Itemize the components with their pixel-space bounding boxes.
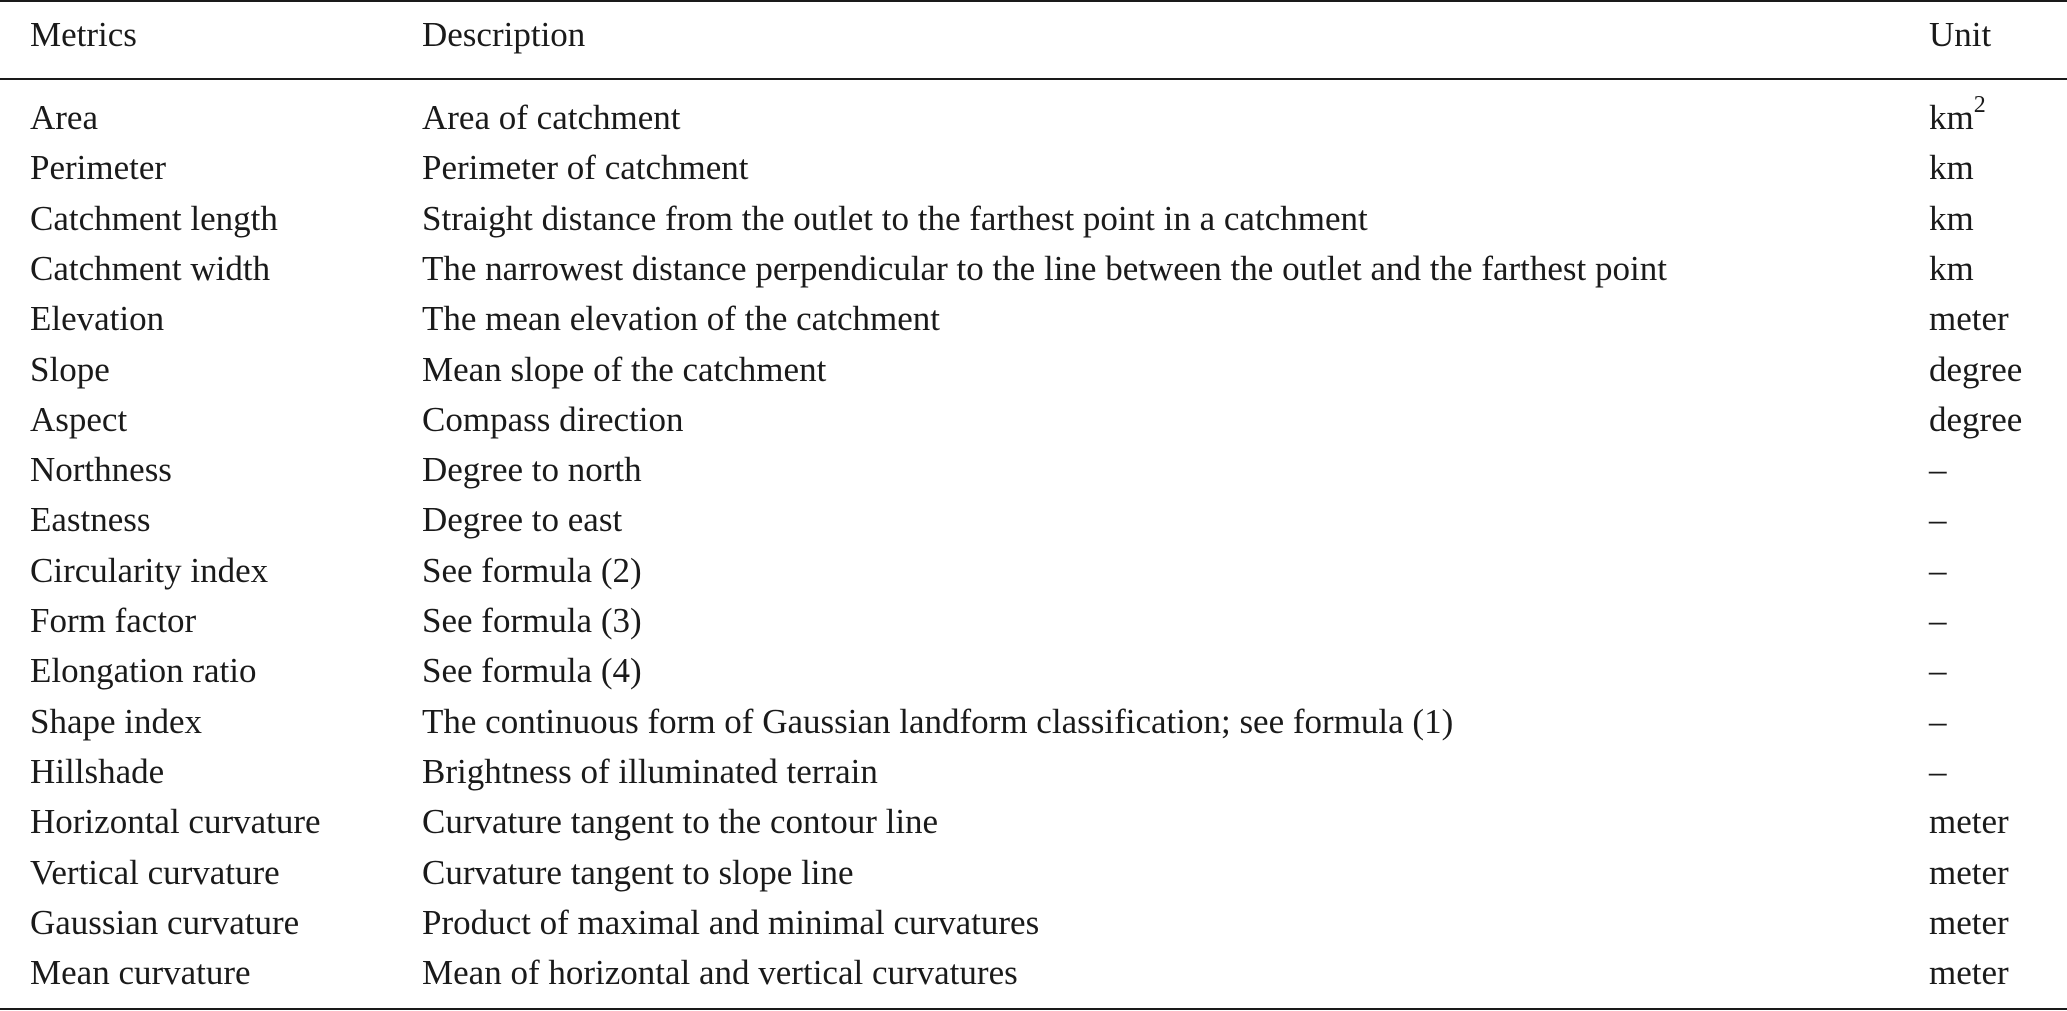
table-row [0, 948, 2067, 998]
cell-description: Compass direction [422, 399, 684, 439]
cell-unit [1929, 395, 2022, 445]
cell-metric: Shape index [30, 701, 203, 741]
cell-unit-text: – [1929, 651, 1947, 691]
cell-metric: Catchment length [30, 198, 278, 238]
table-row [0, 93, 2067, 143]
cell-unit [1929, 194, 1974, 244]
cell-unit [1929, 747, 1947, 797]
table-row [0, 898, 2067, 948]
cell-unit [1929, 797, 2009, 847]
cell-description: Straight distance from the outlet to the farthest point in a catchment [422, 198, 1368, 238]
cell-unit [1929, 345, 2022, 395]
cell-unit-text: – [1929, 450, 1947, 490]
cell-description: Brightness of illuminated terrain [422, 751, 878, 791]
cell-metric: Horizontal curvature [30, 802, 321, 842]
cell-metric: Eastness [30, 500, 151, 540]
cell-unit-text: meter [1929, 299, 2009, 339]
table-row [0, 395, 2067, 445]
cell-description: See formula (4) [422, 651, 642, 691]
cell-unit [1929, 697, 1947, 747]
cell-metric: Vertical curvature [30, 852, 280, 892]
cell-metric: Hillshade [30, 751, 165, 791]
table-row [0, 596, 2067, 646]
cell-unit-text: – [1929, 701, 1947, 741]
cell-unit-text: degree [1929, 349, 2023, 389]
cell-description: Mean slope of the catchment [422, 349, 827, 389]
header-unit: Unit [1929, 15, 1992, 54]
cell-unit [1929, 445, 1947, 495]
cell-unit-text: – [1929, 751, 1947, 791]
cell-unit [1929, 646, 1947, 696]
cell-unit [1929, 143, 1974, 193]
cell-unit-text: meter [1929, 902, 2009, 942]
cell-metric: Area [30, 98, 99, 137]
header-metrics: Metrics [30, 15, 137, 54]
cell-unit-text: – [1929, 500, 1947, 540]
cell-unit-superscript: 2 [1973, 92, 1986, 119]
table-top-rule [0, 0, 2067, 2]
table-row [0, 646, 2067, 696]
cell-description: Mean of horizontal and vertical curvatures [422, 953, 1018, 993]
cell-unit [1929, 948, 2009, 998]
cell-unit-text: meter [1929, 852, 2009, 892]
cell-unit-text: km [1929, 98, 1974, 137]
cell-unit [1929, 596, 1947, 646]
cell-unit [1929, 546, 1947, 596]
table-row [0, 294, 2067, 344]
cell-description: The narrowest distance perpendicular to the line between the outlet and the farthest point [422, 248, 1667, 288]
table-row [0, 495, 2067, 545]
cell-description: Degree to north [422, 450, 642, 490]
table-row [0, 797, 2067, 847]
cell-metric: Slope [30, 349, 110, 389]
cell-description: Degree to east [422, 500, 623, 540]
table-row [0, 747, 2067, 797]
cell-metric: Elevation [30, 299, 165, 339]
cell-description: See formula (2) [422, 550, 642, 590]
table-bottom-rule [0, 1008, 2067, 1010]
cell-unit [1929, 294, 2009, 344]
cell-description: See formula (3) [422, 601, 642, 640]
table-row [0, 546, 2067, 596]
cell-metric: Form factor [30, 601, 197, 640]
cell-unit [1929, 93, 1986, 143]
cell-unit-text: km [1929, 198, 1974, 238]
cell-metric: Mean curvature [30, 953, 251, 993]
cell-metric: Catchment width [30, 248, 271, 288]
cell-description: Curvature tangent to slope line [422, 852, 854, 892]
cell-unit [1929, 244, 1974, 294]
table-row [0, 445, 2067, 495]
table-row [0, 194, 2067, 244]
cell-unit-text: km [1929, 248, 1974, 288]
cell-unit-text: – [1929, 601, 1947, 640]
cell-unit-text: km [1929, 148, 1974, 188]
cell-metric: Circularity index [30, 550, 269, 590]
cell-description: The mean elevation of the catchment [422, 299, 940, 339]
cell-description: Curvature tangent to the contour line [422, 802, 939, 842]
cell-unit [1929, 848, 2009, 898]
cell-unit [1929, 898, 2009, 948]
table-header-row [0, 10, 2067, 60]
table-row [0, 244, 2067, 294]
table-row [0, 143, 2067, 193]
cell-metric: Gaussian curvature [30, 902, 300, 942]
table-header-rule [0, 78, 2067, 80]
table-row [0, 697, 2067, 747]
table-row [0, 345, 2067, 395]
cell-metric: Aspect [30, 399, 128, 439]
header-description: Description [422, 15, 586, 54]
cell-unit-text: meter [1929, 953, 2009, 993]
cell-unit-text: meter [1929, 802, 2009, 842]
cell-metric: Elongation ratio [30, 651, 257, 691]
cell-unit-text: degree [1929, 399, 2023, 439]
cell-unit-text: – [1929, 550, 1947, 590]
cell-metric: Perimeter [30, 148, 167, 188]
cell-description: The continuous form of Gaussian landform classification; see formula (1) [422, 701, 1454, 741]
cell-metric: Northness [30, 450, 172, 490]
cell-unit [1929, 495, 1947, 545]
cell-description: Perimeter of catchment [422, 148, 749, 188]
cell-description: Product of maximal and minimal curvatures [422, 902, 1040, 942]
cell-description: Area of catchment [422, 98, 681, 137]
table-row [0, 848, 2067, 898]
